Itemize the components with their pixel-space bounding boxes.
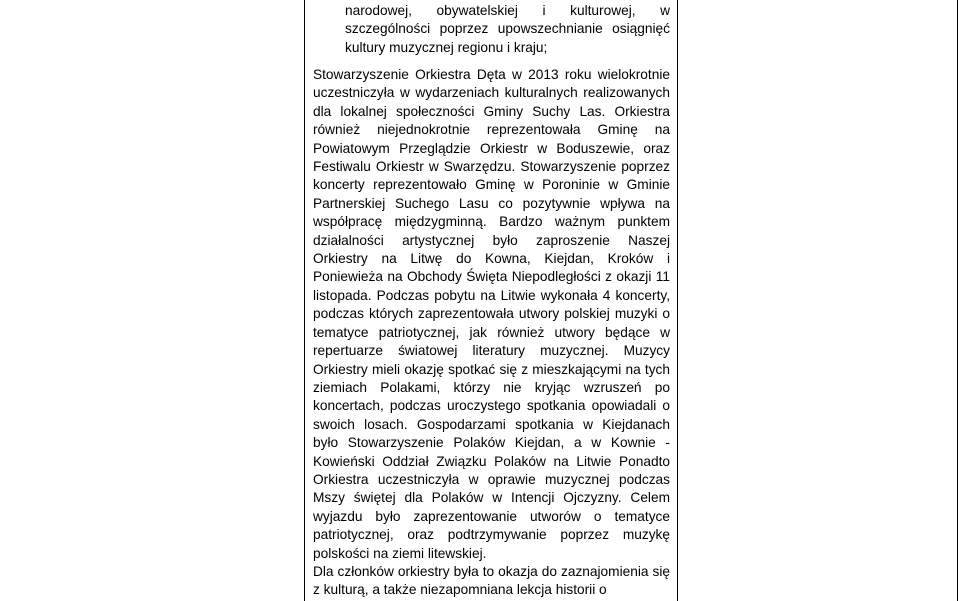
- paragraph-2: Dla członków orkiestry była to okazja do zaznajomienia się z kulturą, a także niezapomniana lekcja historii o: [313, 563, 670, 598]
- list-item-continuation: narodowej, obywatelskiej i kulturowej, w szczególności poprzez upowszechnianie osiągnięć kultury muzycznej regionu i kraju;: [345, 3, 670, 55]
- page-edge-line: [957, 0, 958, 601]
- table-cell-main: [313, 66, 670, 600]
- table-border-right: [677, 0, 678, 601]
- table-border-left: [304, 0, 305, 601]
- table-cell-fragment-top: [345, 2, 670, 57]
- paragraph-1: Stowarzyszenie Orkiestra Dęta w 2013 roku wielokrotnie uczestniczyła w wydarzeniach kulturalnych realizowanych dla lokalnej społeczności Gminy Suchy Las. Orkiestra również niejednokrotnie reprezentowała Gminę na Powiatowym Przeglądzie Orkiestr w Boduszewie, oraz Festiwalu Orkiestr w Swarzędzu. Stowarzyszenie poprzez koncerty reprezentowało Gminę w Poroninie w Gminie Partnerskiej Suchego Lasu co pozytywnie wpływa na współpracę międzygminną. Bardzo ważnym punktem działalności artystycznej było zaproszenie Naszej Orkiestry na Litwę do Kowna, Kiejdan, Kroków i Poniewieża na Obchody Święta Niepodległości z okazji 11 listopada. Podczas pobytu na Litwie wykonała 4 koncerty, podczas których zaprezentowała utwory polskiej muzyki o tematyce patriotycznej, jak również utwory będące w repertuarze światowej literatury muzycznej. Muzycy Orkiestry mieli okazję spotkać się z mieszkającymi na tych ziemiach Polakami, którzy nie kryjąc wzruszeń po koncertach, podczas uroczystego spotkania opowiadali o swoich losach. Gospodarzami spotkania w Kiejdanach było Stowarzyszenie Polaków Kiejdan, a w Kownie - Kowieński Oddział Związku Polaków na Litwie Ponadto Orkiestra uczestniczyła w oprawie muzycznej podczas Mszy świętej dla Polaków w Intencji Ojczyzny. Celem wyjazdu było zaprezentowanie utworów o tematyce patriotycznej, oraz podtrzymywanie poprzez muzykę polskości na ziemi litewskiej.: [313, 67, 670, 561]
